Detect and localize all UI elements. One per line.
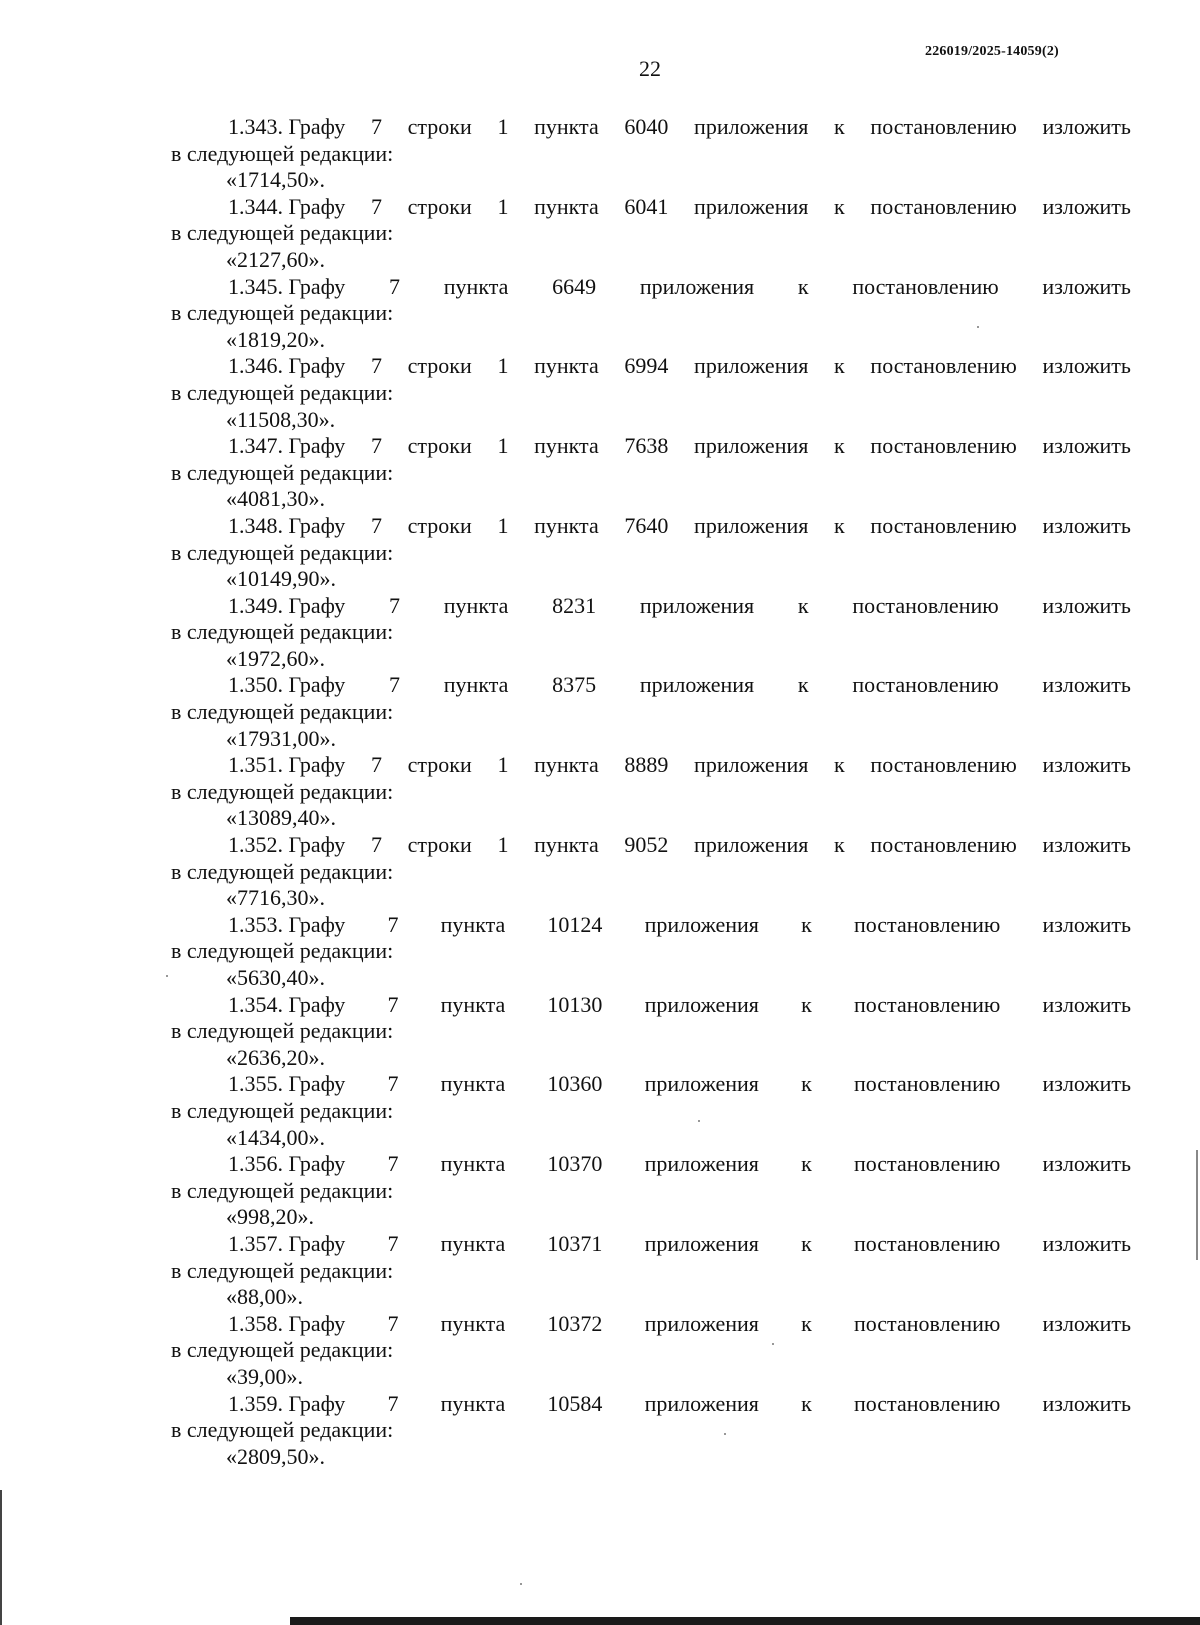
amendment-value: «5630,40». xyxy=(226,965,325,990)
amendment-line xyxy=(171,1391,1131,1418)
item-word: постановлению xyxy=(852,273,999,299)
scan-border-right xyxy=(1196,1150,1198,1260)
item-word: 7 xyxy=(387,1151,399,1177)
item-word: изложить xyxy=(1042,273,1131,299)
item-word: к xyxy=(801,1310,812,1336)
item-word: 1 xyxy=(497,433,509,459)
scan-speck xyxy=(977,326,979,328)
item-number: 1.349. Графу xyxy=(228,592,346,618)
item-word: пункта xyxy=(440,1230,506,1256)
item-word: к xyxy=(797,672,809,698)
item-word: к xyxy=(801,911,812,937)
amendment-continuation: в следующей редакции: xyxy=(171,220,394,246)
scan-border-left xyxy=(0,1490,2,1625)
amendment-value: «2809,50». xyxy=(226,1443,325,1469)
scan-border-bottom xyxy=(290,1617,1200,1625)
amendment-value: «17931,00». xyxy=(226,725,336,751)
item-word: приложения xyxy=(639,592,755,618)
item-word: 1 xyxy=(497,752,509,778)
item-word: постановлению xyxy=(870,193,1017,219)
item-word: изложить xyxy=(1042,832,1131,858)
amendment-line xyxy=(171,1231,1131,1258)
item-word: строки xyxy=(407,512,472,538)
item-word: к xyxy=(801,1151,812,1177)
item-number: 1.351. Графу xyxy=(228,752,346,778)
amendment-value: «1972,60». xyxy=(226,645,325,671)
item-word: пункта xyxy=(534,433,599,459)
item-word: 7 xyxy=(370,512,382,538)
item-word: постановлению xyxy=(870,752,1017,778)
item-number: 1.359. Графу xyxy=(228,1390,346,1416)
item-word: изложить xyxy=(1042,1071,1131,1097)
amendment-value: «1434,00». xyxy=(226,1124,325,1150)
item-word: приложения xyxy=(639,273,755,299)
amendment-item xyxy=(171,433,1131,513)
item-word: приложения xyxy=(644,1230,759,1256)
item-word: приложения xyxy=(694,752,809,778)
amendment-value: «88,00». xyxy=(226,1284,303,1310)
item-word: 7 xyxy=(370,114,382,139)
item-word: изложить xyxy=(1042,1230,1131,1256)
amendment-continuation: в следующей редакции: xyxy=(171,1257,394,1283)
item-word: приложения xyxy=(694,512,809,538)
amendment-line xyxy=(171,992,1131,1019)
item-number: 1.357. Графу xyxy=(228,1230,346,1256)
amendment-value: «10149,90». xyxy=(226,566,336,592)
item-word: изложить xyxy=(1042,512,1131,538)
amendment-value: «39,00». xyxy=(226,1363,303,1389)
amendment-line xyxy=(171,433,1131,460)
amendment-item xyxy=(171,752,1131,832)
amendment-continuation: в следующей редакции: xyxy=(171,1097,394,1123)
item-word: к xyxy=(834,193,845,219)
amendment-value: «998,20». xyxy=(226,1204,314,1230)
item-word: изложить xyxy=(1042,1151,1131,1177)
item-word: 10360 xyxy=(547,1071,603,1097)
item-number: 1.354. Графу xyxy=(228,991,346,1017)
item-word: 7 xyxy=(387,991,399,1017)
amendment-item xyxy=(171,992,1131,1072)
item-word: приложения xyxy=(644,1151,759,1177)
item-word: пункта xyxy=(534,752,599,778)
item-word: строки xyxy=(407,832,472,858)
item-word: изложить xyxy=(1042,433,1131,459)
item-word: строки xyxy=(407,752,472,778)
item-number: 1.358. Графу xyxy=(228,1310,346,1336)
item-word: приложения xyxy=(644,1390,759,1416)
item-word: 7 xyxy=(387,1230,399,1256)
item-word: 7 xyxy=(387,911,399,937)
amendment-line xyxy=(171,672,1131,699)
amendment-continuation: в следующей редакции: xyxy=(171,938,394,964)
amendment-continuation: в следующей редакции: xyxy=(171,1417,394,1443)
item-word: пункта xyxy=(440,911,506,937)
item-word: 7 xyxy=(370,433,382,459)
item-word: 7 xyxy=(387,1310,399,1336)
amendment-value: «2636,20». xyxy=(226,1044,325,1070)
item-number: 1.350. Графу xyxy=(228,672,346,698)
item-word: пункта xyxy=(440,991,506,1017)
item-word: 1 xyxy=(497,114,509,139)
item-word: постановлению xyxy=(870,832,1017,858)
item-word: пункта xyxy=(443,273,509,299)
item-word: строки xyxy=(407,433,472,459)
item-word: к xyxy=(801,1390,812,1416)
item-word: изложить xyxy=(1042,991,1131,1017)
item-word: 6040 xyxy=(624,114,669,139)
item-word: 7 xyxy=(370,832,382,858)
item-word: 7638 xyxy=(624,433,669,459)
item-word: приложения xyxy=(694,433,809,459)
amendment-value: «4081,30». xyxy=(226,486,325,512)
amendment-continuation: в следующей редакции: xyxy=(171,619,394,645)
amendment-value: «1714,50». xyxy=(226,167,325,193)
amendment-line xyxy=(171,114,1131,141)
item-word: 7 xyxy=(387,1071,399,1097)
item-word: пункта xyxy=(440,1151,506,1177)
item-word: изложить xyxy=(1042,752,1131,778)
item-number: 1.346. Графу xyxy=(228,353,346,379)
amendment-item xyxy=(171,513,1131,593)
amendment-line xyxy=(171,912,1131,939)
amendment-item xyxy=(171,194,1131,274)
item-word: к xyxy=(801,1230,812,1256)
amendment-item xyxy=(171,274,1131,354)
item-word: приложения xyxy=(694,114,809,139)
item-word: 1 xyxy=(497,193,509,219)
item-word: 8375 xyxy=(552,672,597,698)
item-number: 1.345. Графу xyxy=(228,273,346,299)
amendment-item xyxy=(171,832,1131,912)
item-word: к xyxy=(834,832,845,858)
item-word: изложить xyxy=(1042,193,1131,219)
amendment-continuation: в следующей редакции: xyxy=(171,459,394,485)
item-word: приложения xyxy=(694,193,809,219)
item-word: к xyxy=(834,114,845,139)
amendment-item xyxy=(171,114,1131,194)
item-word: 10371 xyxy=(547,1230,603,1256)
item-word: 1 xyxy=(497,353,509,379)
scan-speck xyxy=(520,1583,522,1585)
item-word: 7 xyxy=(370,353,382,379)
item-word: строки xyxy=(407,193,472,219)
item-word: приложения xyxy=(694,353,809,379)
item-word: 6649 xyxy=(552,273,597,299)
amendment-continuation: в следующей редакции: xyxy=(171,858,394,884)
amendment-line xyxy=(171,593,1131,620)
item-word: 8889 xyxy=(624,752,669,778)
amendment-item xyxy=(171,1231,1131,1311)
item-word: пункта xyxy=(440,1310,506,1336)
item-word: изложить xyxy=(1042,672,1131,698)
item-word: к xyxy=(834,353,845,379)
item-word: 10130 xyxy=(547,991,603,1017)
scan-speck xyxy=(772,1343,774,1345)
item-word: постановлению xyxy=(870,512,1017,538)
item-word: постановлению xyxy=(853,1390,1001,1416)
amendment-value: «11508,30». xyxy=(226,406,336,432)
item-number: 1.356. Графу xyxy=(228,1151,346,1177)
item-number: 1.348. Графу xyxy=(228,512,346,538)
item-word: изложить xyxy=(1042,114,1131,139)
scan-speck xyxy=(698,1120,700,1122)
scan-speck xyxy=(724,1433,726,1435)
amendment-continuation: в следующей редакции: xyxy=(171,1177,394,1203)
amendment-value: «1819,20». xyxy=(226,326,325,352)
item-word: строки xyxy=(407,353,472,379)
item-word: 7 xyxy=(389,592,401,618)
amendment-continuation: в следующей редакции: xyxy=(171,379,394,405)
item-word: пункта xyxy=(440,1071,506,1097)
item-word: 7 xyxy=(387,1390,399,1416)
item-number: 1.352. Графу xyxy=(228,832,346,858)
item-word: изложить xyxy=(1042,1310,1131,1336)
item-word: 1 xyxy=(497,512,509,538)
item-word: к xyxy=(801,991,812,1017)
amendment-item xyxy=(171,1151,1131,1231)
item-word: пункта xyxy=(534,193,599,219)
amendment-list xyxy=(171,114,1131,1470)
item-word: к xyxy=(801,1071,812,1097)
item-number: 1.344. Графу xyxy=(228,193,346,219)
item-word: постановлению xyxy=(853,1310,1001,1336)
amendment-line xyxy=(171,274,1131,301)
item-word: 7 xyxy=(370,193,382,219)
item-word: к xyxy=(797,592,809,618)
item-word: 1 xyxy=(497,832,509,858)
item-word: к xyxy=(834,433,845,459)
amendment-item xyxy=(171,1071,1131,1151)
amendment-item xyxy=(171,912,1131,992)
item-word: постановлению xyxy=(853,1071,1001,1097)
item-word: приложения xyxy=(644,991,759,1017)
item-word: пункта xyxy=(443,592,509,618)
item-word: 10124 xyxy=(547,911,603,937)
page-number: 22 xyxy=(639,56,661,81)
scan-speck xyxy=(166,975,168,977)
amendment-line xyxy=(171,194,1131,221)
item-word: 8231 xyxy=(552,592,597,618)
amendment-item xyxy=(171,1391,1131,1471)
item-word: пункта xyxy=(534,353,599,379)
item-number: 1.347. Графу xyxy=(228,433,346,459)
item-word: постановлению xyxy=(852,672,999,698)
amendment-value: «13089,40». xyxy=(226,805,336,831)
item-word: 10584 xyxy=(547,1390,603,1416)
item-word: 7 xyxy=(389,273,401,299)
item-word: приложения xyxy=(644,1071,759,1097)
item-word: приложения xyxy=(639,672,755,698)
amendment-continuation: в следующей редакции: xyxy=(171,1018,394,1044)
amendment-continuation: в следующей редакции: xyxy=(171,300,394,326)
item-word: постановлению xyxy=(870,114,1017,139)
amendment-continuation: в следующей редакции: xyxy=(171,140,394,166)
item-word: строки xyxy=(407,114,472,139)
amendment-continuation: в следующей редакции: xyxy=(171,539,394,565)
amendment-line xyxy=(171,1311,1131,1338)
amendment-item xyxy=(171,672,1131,752)
item-word: 7 xyxy=(389,672,401,698)
item-number: 1.355. Графу xyxy=(228,1071,346,1097)
item-word: пункта xyxy=(534,114,599,139)
item-word: постановлению xyxy=(853,911,1001,937)
amendment-item xyxy=(171,353,1131,433)
item-word: приложения xyxy=(644,911,759,937)
item-word: изложить xyxy=(1042,353,1131,379)
amendment-line xyxy=(171,1151,1131,1178)
item-word: 6994 xyxy=(624,353,669,379)
item-number: 1.353. Графу xyxy=(228,911,346,937)
item-word: пункта xyxy=(534,832,599,858)
item-word: постановлению xyxy=(852,592,999,618)
amendment-item xyxy=(171,1311,1131,1391)
item-word: к xyxy=(834,752,845,778)
item-word: 9052 xyxy=(624,832,669,858)
amendment-line xyxy=(171,832,1131,859)
item-word: к xyxy=(834,512,845,538)
item-word: изложить xyxy=(1042,1390,1131,1416)
item-word: 7 xyxy=(370,752,382,778)
document-id: 226019/2025-14059(2) xyxy=(925,44,1059,59)
item-word: к xyxy=(797,273,809,299)
amendment-line xyxy=(171,353,1131,380)
amendment-continuation: в следующей редакции: xyxy=(171,778,394,804)
amendment-line xyxy=(171,513,1131,540)
item-word: пункта xyxy=(534,512,599,538)
amendment-line xyxy=(171,1071,1131,1098)
item-word: приложения xyxy=(644,1310,759,1336)
item-word: 10370 xyxy=(547,1151,603,1177)
amendment-continuation: в следующей редакции: xyxy=(171,699,394,725)
item-word: пункта xyxy=(440,1390,506,1416)
item-word: изложить xyxy=(1042,911,1131,937)
amendment-continuation: в следующей редакции: xyxy=(171,1337,394,1363)
amendment-item xyxy=(171,593,1131,673)
item-word: постановлению xyxy=(870,433,1017,459)
item-word: приложения xyxy=(694,832,809,858)
item-word: постановлению xyxy=(853,1230,1001,1256)
item-word: постановлению xyxy=(853,991,1001,1017)
item-word: пункта xyxy=(443,672,509,698)
amendment-value: «7716,30». xyxy=(226,885,325,911)
item-word: изложить xyxy=(1042,592,1131,618)
item-word: 6041 xyxy=(624,193,669,219)
amendment-value: «2127,60». xyxy=(226,246,325,272)
item-word: 10372 xyxy=(547,1310,603,1336)
amendment-line xyxy=(171,752,1131,779)
item-word: 7640 xyxy=(624,512,669,538)
item-number: 1.343. Графу xyxy=(228,114,346,139)
item-word: постановлению xyxy=(853,1151,1001,1177)
item-word: постановлению xyxy=(870,353,1017,379)
